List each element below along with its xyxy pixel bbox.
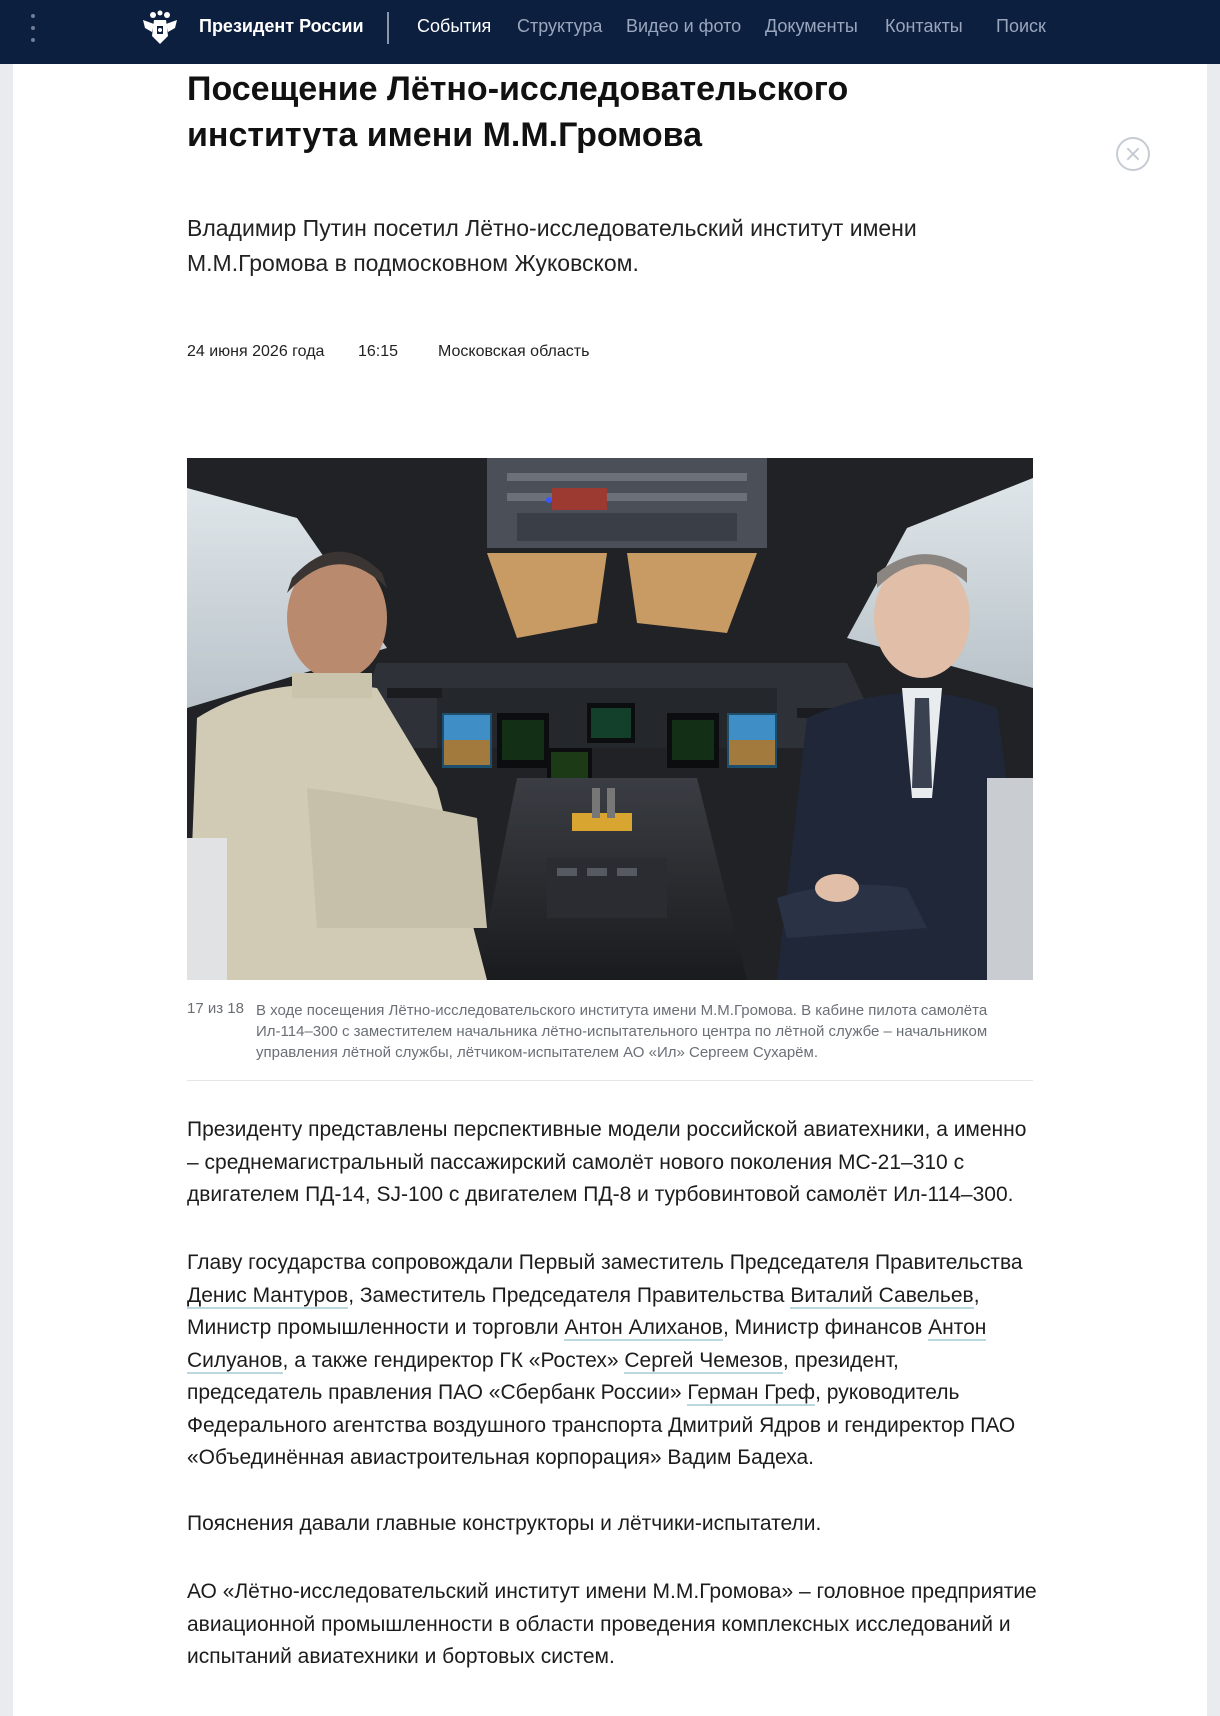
nav-tab-documents[interactable]: Документы <box>765 16 858 36</box>
paragraph-text: , Министр финансов <box>722 1316 929 1339</box>
paragraph-text: , президент, председатель правления ПАО «Сбербанк России» <box>187 1348 899 1404</box>
paragraph-text: , руководитель Федерального агентства воздушного транспорта Дмитрий Ядров и гендиректор ПАО «Объединённая авиастроительная корпорация» Вадим Бадеха. <box>187 1381 1016 1469</box>
person-link-siluanov[interactable]: Антон Силуанов <box>187 1316 987 1372</box>
article-paragraph-4: АО «Лётно-исследовательский институт имени М.М.Громова» – головное предприятие авиационной промышленности в области проведения комплексных исследований и испытаний авиатехники и бортовых систем. <box>187 1580 1037 1668</box>
nav-tab-video-photo[interactable]: Видео и фото <box>626 16 742 36</box>
article-paragraph-2 <box>187 1247 1037 1475</box>
site-title[interactable]: Президент России <box>199 16 364 36</box>
nav-tab-events[interactable]: События <box>417 16 492 36</box>
nav-tab-search[interactable]: Поиск <box>996 16 1046 36</box>
person-link-chemezov[interactable]: Сергей Чемезов <box>624 1348 783 1372</box>
paragraph-text: , Министр промышленности и торговли <box>187 1283 980 1339</box>
cockpit-photo-illustration <box>187 458 1033 980</box>
article-title: Посещение Лётно-исследовательского института имени М.М.Громова <box>187 70 849 154</box>
nav-divider <box>387 12 389 44</box>
paragraph-text: Главу государства сопровождали Первый заместитель Председателя Правительства <box>187 1251 1023 1274</box>
article-photo[interactable] <box>187 458 1033 980</box>
article-time: 16:15 <box>358 343 399 360</box>
article-lead: Владимир Путин посетил Лётно-исследовательский институт имени М.М.Громова в подмосковном Жуковском. <box>187 215 917 276</box>
person-link-mantourov[interactable]: Денис Мантуров <box>187 1283 349 1307</box>
photo-counter: 17 из 18 <box>187 1000 244 1017</box>
close-icon[interactable] <box>1116 137 1150 171</box>
top-navigation-bar <box>0 0 1220 64</box>
menu-dots-icon[interactable] <box>26 14 40 42</box>
person-link-gref[interactable]: Герман Греф <box>687 1381 816 1404</box>
article-place[interactable]: Московская область <box>438 343 590 360</box>
article-paragraph-1: Президенту представлены перспективные модели российской авиатехники, а именно – среднемагистральный пассажирский самолёт нового поколения МС-21–310 с двигателем ПД-14, SJ-100 с двигателем ПД-8 и турбовинтовой самолёт Ил-114–300. <box>187 1118 1027 1206</box>
caption-divider <box>187 1080 1033 1081</box>
paragraph-text: , а также гендиректор ГК «Ростех» <box>282 1348 625 1372</box>
article-date: 24 июня 2026 года <box>187 343 325 360</box>
person-link-alikhanov[interactable]: Антон Алиханов <box>564 1316 723 1339</box>
nav-tab-contacts[interactable]: Контакты <box>885 16 963 36</box>
photo-caption: В ходе посещения Лётно-исследовательского института имени М.М.Громова. В кабине пилота самолёта Ил-114–300 с заместителем начальника лётно-испытательного центра по лётной службе – начальником управления лётной службы, лётчиком-испытателем АО «Ил» Сергеем Сухарём. <box>256 1002 988 1061</box>
paragraph-text: , Заместитель Председателя Правительства <box>348 1283 791 1307</box>
person-link-savelyev[interactable]: Виталий Савельев <box>790 1283 974 1307</box>
article-paragraph-3: Пояснения давали главные конструкторы и лётчики-испытатели. <box>187 1512 822 1535</box>
emblem-eagle-icon[interactable] <box>141 10 179 46</box>
nav-tab-structure[interactable]: Структура <box>517 16 603 36</box>
